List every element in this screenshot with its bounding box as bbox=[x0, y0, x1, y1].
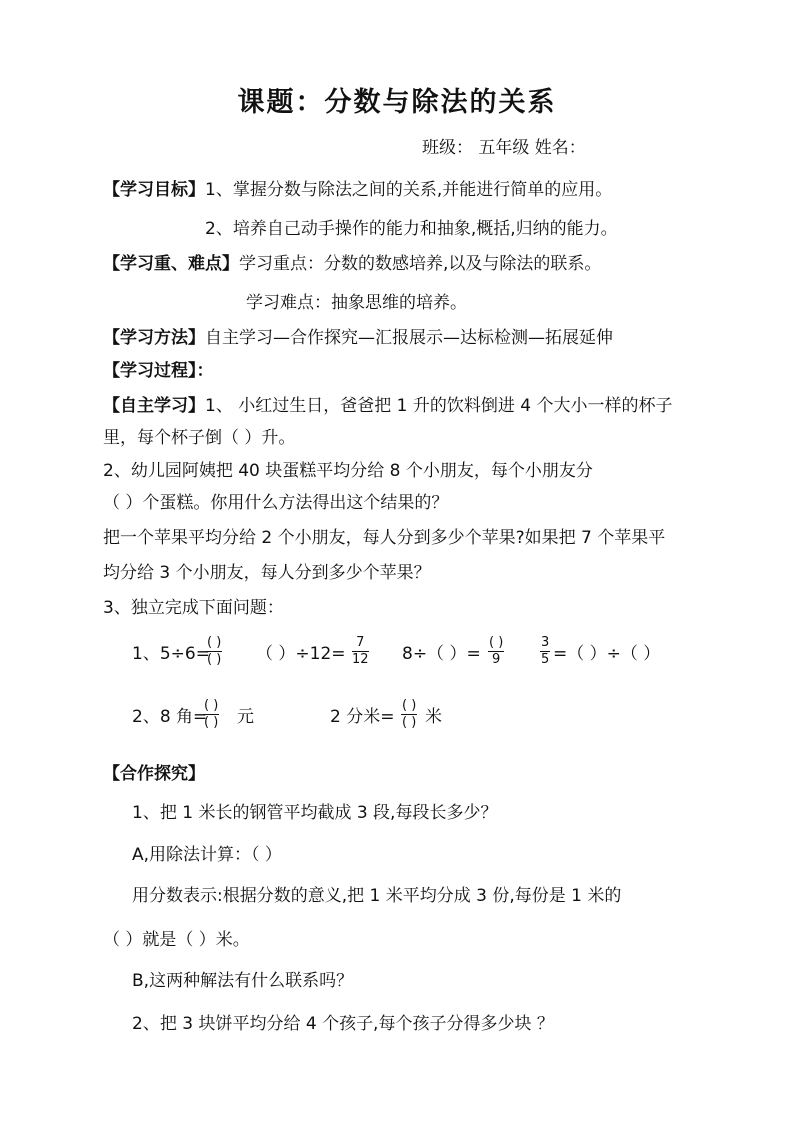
key-focus: 学习重点：分数的数感培养,以及与除法的联系。 bbox=[239, 254, 602, 274]
cooperation-q1-fraction-line-1: 用分数表示:根据分数的意义,把 1 米平均分成 3 份,每份是 1 米的 bbox=[132, 886, 622, 906]
methods-line bbox=[103, 326, 613, 350]
eq2-b-fraction: ( ) ( ) bbox=[402, 698, 417, 730]
objectives-label: 【学习目标】 bbox=[103, 180, 205, 200]
page-title: 课题：分数与除法的关系 bbox=[237, 87, 557, 118]
eq1-a-prefix: 1、5÷6= bbox=[132, 644, 210, 664]
objective-item-1: 1、掌握分数与除法之间的关系,并能进行简单的应用。 bbox=[205, 180, 613, 200]
self-study-label: 【自主学习】 bbox=[103, 396, 205, 416]
methods-text: 自主学习—合作探究—汇报展示—达标检测—拓展延伸 bbox=[205, 328, 613, 348]
key-points-label: 【学习重、难点】 bbox=[103, 254, 239, 274]
cooperation-label: 【合作探究】 bbox=[103, 764, 205, 784]
cooperation-q1-b: B,这两种解法有什么联系吗？ bbox=[132, 971, 354, 991]
eq2-a-prefix: 2、8 角= bbox=[132, 707, 208, 727]
eq2-a-fraction: ( ) ( ) bbox=[204, 698, 219, 730]
self-study-q2-line-3: 把一个苹果平均分给 2 个小朋友，每人分到多少个苹果?如果把 7 个苹果平 bbox=[103, 528, 666, 548]
cooperation-q1: 1、把 1 米长的钢管平均截成 3 段,每段长多少？ bbox=[132, 803, 498, 823]
process-line: 【学习过程】： bbox=[103, 361, 214, 381]
eq1-b-fraction: $\frac{7}{12}$ bbox=[352, 635, 369, 667]
eq1-b-prefix: （ ）÷12= bbox=[256, 644, 346, 664]
eq1-c-fraction: ( ) 9 bbox=[489, 635, 504, 667]
eq2-b-suffix: 米 bbox=[425, 707, 442, 727]
key-difficulty: 学习难点：抽象思维的培养。 bbox=[246, 293, 467, 313]
key-points-line bbox=[103, 252, 601, 276]
cooperation-q2: 2、把 3 块饼平均分给 4 个孩子,每个孩子分得多少块 ？ bbox=[132, 1014, 554, 1034]
cooperation-q1-fraction-line-2: （ ）就是（ ）米。 bbox=[103, 930, 250, 950]
objective-item-2: 2、培养自己动手操作的能力和抽象,概括,归纳的能力。 bbox=[205, 219, 618, 239]
eq2-a-suffix: 元 bbox=[237, 707, 254, 727]
self-study-q2-line-2: （ ）个蛋糕。你用什么方法得出这个结果的？ bbox=[103, 493, 449, 513]
eq1-c-prefix: 8÷（ ）= bbox=[402, 644, 481, 664]
self-study-q3-line: 3、独立完成下面问题： bbox=[103, 598, 284, 618]
eq1-a-fraction: ( ) ( ) bbox=[207, 635, 222, 667]
self-study-q2-line-4: 均分给 3 个小朋友，每人分到多少个苹果？ bbox=[103, 563, 431, 583]
self-study-q2-line-1: 2、幼儿园阿姨把 40 块蛋糕平均分给 8 个小朋友，每个小朋友分 bbox=[103, 461, 593, 481]
cooperation-q1-a: A,用除法计算：（ ） bbox=[132, 845, 282, 865]
methods-label: 【学习方法】 bbox=[103, 328, 205, 348]
eq1-d-fraction: $\frac{3}{5}$ bbox=[541, 635, 550, 667]
process-label: 【学习过程】 bbox=[103, 361, 197, 381]
self-study-q1-line-2: 里，每个杯子倒（ ）升。 bbox=[103, 428, 296, 448]
self-study-q1-line-1: 【自主学习】1、 小红过生日，爸爸把 1 升的饮料倒进 4 个大小一样的杯子 bbox=[103, 396, 673, 416]
class-name-info: 班级： 五年级 姓名： bbox=[422, 138, 586, 158]
objectives-line-1 bbox=[103, 178, 612, 202]
eq1-d-suffix: =（ ）÷（ ） bbox=[553, 644, 661, 664]
eq2-b-prefix: 2 分米= bbox=[330, 707, 395, 727]
